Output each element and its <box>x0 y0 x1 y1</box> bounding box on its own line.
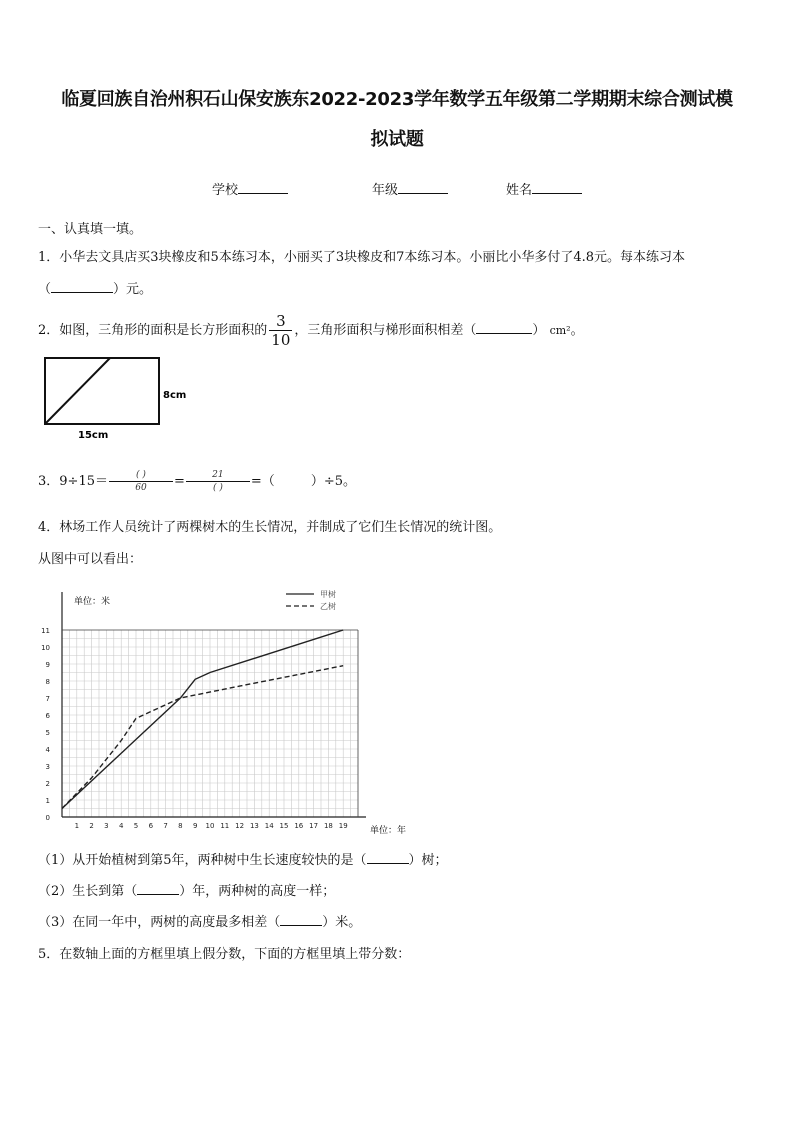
school-label: 学校 <box>212 183 239 198</box>
legend-label-yi: 乙树 <box>320 602 336 611</box>
part-2-text: （2）生长到第（ <box>38 884 138 899</box>
grade-label: 年级 <box>372 183 399 198</box>
answer-blank[interactable] <box>51 280 113 293</box>
question-5 <box>38 945 410 965</box>
question-number: 2． <box>38 323 60 338</box>
y-tick-label: 6 <box>45 712 50 720</box>
y-tick-label: 3 <box>45 763 50 771</box>
fraction-denominator: 10 <box>271 331 291 349</box>
x-tick-label: 8 <box>178 822 183 830</box>
y-tick-label: 2 <box>45 780 50 788</box>
question-1-answer-line <box>38 280 152 300</box>
x-tick-label: 10 <box>205 822 215 830</box>
question-4-part-3 <box>38 913 361 933</box>
fraction-21-over-blank[interactable] <box>186 469 250 494</box>
part-1-text: （1）从开始植树到第5年，两种树中生长速度较快的是（ <box>38 853 367 868</box>
x-tick-label: 5 <box>133 822 139 830</box>
x-tick-labels <box>75 822 348 830</box>
section-heading: 一、认真填一填。 <box>38 222 143 237</box>
answer-blank[interactable] <box>280 913 322 926</box>
x-tick-label: 6 <box>148 822 154 830</box>
question-2 <box>38 311 584 351</box>
answer-blank[interactable] <box>367 851 409 864</box>
question-text: 如图，三角形的面积是长方形面积的 <box>59 323 268 338</box>
question-text: 在数轴上面的方框里填上假分数，下面的方框里填上带分数： <box>59 947 411 962</box>
part-3-end: ）米。 <box>322 915 362 930</box>
x-tick-label: 11 <box>220 822 230 830</box>
name-blank[interactable] <box>532 180 582 194</box>
chart-grid <box>62 630 358 817</box>
question-text: 林场工作人员统计了两棵树木的生长情况，并制成了它们生长情况的统计图。 <box>59 520 502 535</box>
question-4-part-2 <box>38 882 335 902</box>
question-3 <box>38 468 356 496</box>
x-tick-label: 17 <box>309 822 319 830</box>
y-tick-label: 8 <box>45 678 50 686</box>
y-tick-label: 7 <box>45 695 50 703</box>
x-tick-label: 14 <box>264 822 274 830</box>
answer-blank[interactable] <box>137 882 179 895</box>
height-label: 8cm <box>163 390 187 401</box>
y-tick-labels <box>41 627 50 822</box>
part-2-end: ）年，两种树的高度一样； <box>179 884 336 899</box>
fraction-three-tenths <box>269 312 292 349</box>
name-label: 姓名 <box>506 183 533 198</box>
fraction-blank-over-60[interactable] <box>109 469 173 494</box>
equals-paren: =（ <box>250 474 275 489</box>
equals-sign: = <box>174 474 185 489</box>
question-number: 4． <box>38 520 60 535</box>
page-title: 临夏回族自治州积石山保安族东2022-2023学年数学五年级第二学期期末综合测试模 <box>61 89 733 110</box>
x-tick-label: 3 <box>104 822 109 830</box>
chart-legend <box>286 589 336 611</box>
question-1 <box>38 248 685 268</box>
growth-line-chart <box>36 584 416 840</box>
y-tick-label: 10 <box>41 644 50 652</box>
rectangle-figure <box>38 352 208 444</box>
paren-close: ） <box>532 323 546 338</box>
fraction-numerator: 3 <box>269 312 292 331</box>
rectangle-outline <box>45 358 159 424</box>
grade-field[interactable] <box>372 179 448 198</box>
unit-label: cm² <box>549 324 571 337</box>
question-number: 1． <box>38 250 60 265</box>
x-tick-label: 16 <box>294 822 304 830</box>
width-label: 15cm <box>78 430 109 441</box>
question-4-part-1 <box>38 851 448 871</box>
equation-lead: 9÷15＝ <box>59 474 108 489</box>
x-tick-label: 2 <box>89 822 94 830</box>
question-number: 3． <box>38 474 60 489</box>
name-field[interactable] <box>506 179 582 198</box>
part-1-end: ）树； <box>408 853 448 868</box>
x-tick-label: 13 <box>249 822 259 830</box>
equation-tail: ）÷5。 <box>310 474 356 489</box>
y-axis-label: 单位：米 <box>74 597 111 607</box>
question-number: 5． <box>38 947 60 962</box>
legend-label-jia: 甲树 <box>320 590 336 599</box>
grade-blank[interactable] <box>398 180 448 194</box>
answer-blank[interactable] <box>476 321 532 334</box>
y-tick-label: 11 <box>41 627 50 635</box>
x-tick-label: 1 <box>74 822 80 830</box>
paren-open: （ <box>38 282 52 297</box>
y-tick-label: 1 <box>45 797 50 805</box>
x-tick-label: 12 <box>235 822 245 830</box>
question-text-b: ，三角形面积与梯形面积相差（ <box>294 323 477 338</box>
fraction-denominator: ( ) <box>212 483 223 493</box>
x-tick-label: 4 <box>118 822 124 830</box>
x-tick-label: 7 <box>163 822 168 830</box>
question-4 <box>38 518 501 538</box>
page-title-continued: 拟试题 <box>370 129 424 150</box>
x-tick-label: 15 <box>279 822 289 830</box>
fraction-denominator: 60 <box>135 483 147 493</box>
x-tick-label: 19 <box>338 822 348 830</box>
y-tick-label: 4 <box>45 746 50 754</box>
paren-close: ）元。 <box>113 282 153 297</box>
y-tick-label: 9 <box>45 661 50 669</box>
period: 。 <box>570 323 584 338</box>
question-text: 小华去文具店买3块橡皮和5本练习本，小丽买了3块橡皮和7本练习本。小丽比小华多付了4.8元。每本练习本 <box>59 250 686 265</box>
x-tick-label: 18 <box>323 822 333 830</box>
question-4-lead: 从图中可以看出： <box>38 552 143 567</box>
school-blank[interactable] <box>238 180 288 194</box>
y-tick-label: 0 <box>45 814 50 822</box>
fraction-numerator: 21 <box>186 469 250 482</box>
y-tick-label: 5 <box>45 729 50 737</box>
school-field[interactable] <box>212 179 288 198</box>
x-tick-label: 9 <box>192 822 198 830</box>
part-3-text: （3）在同一年中，两树的高度最多相差（ <box>38 915 281 930</box>
fraction-numerator: ( ) <box>109 469 173 482</box>
x-axis-label: 单位：年 <box>370 826 407 836</box>
diagonal-segment <box>45 358 110 424</box>
